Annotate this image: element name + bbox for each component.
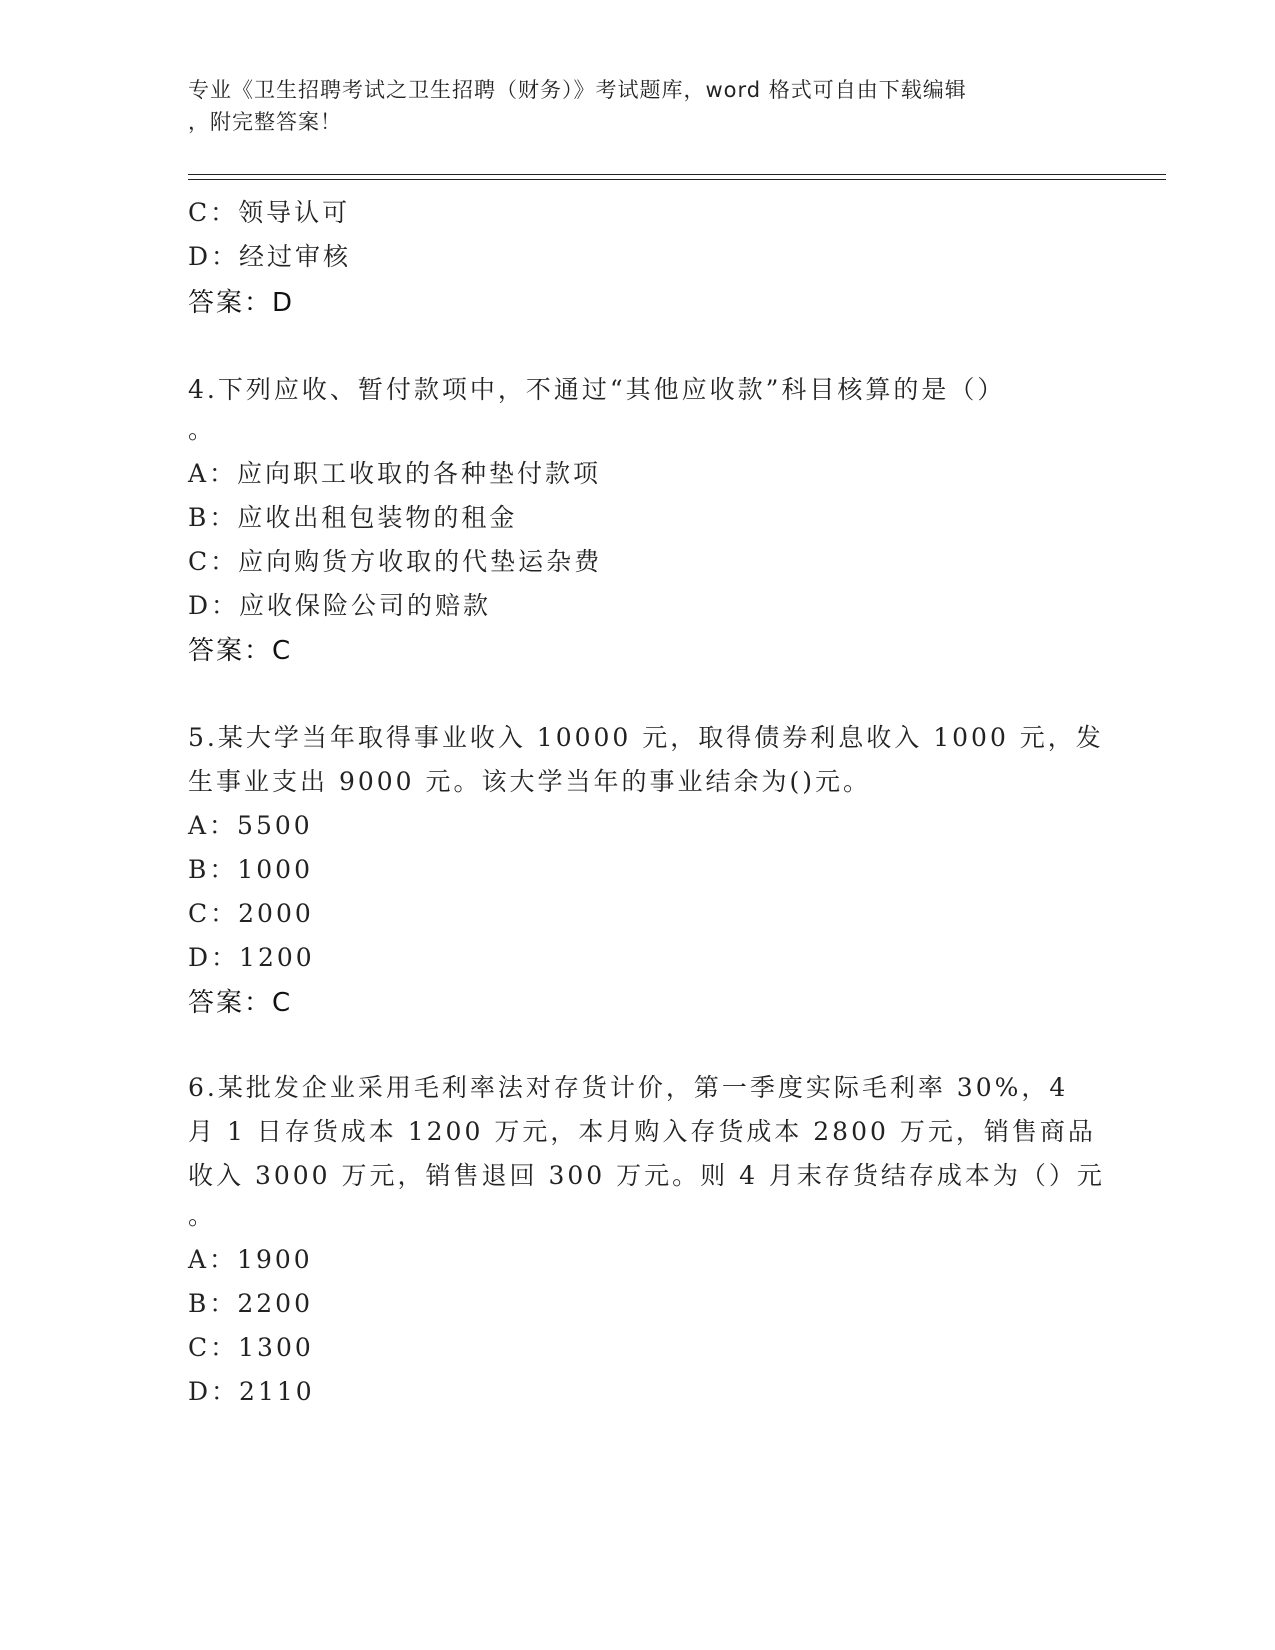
q5-answer: 答案：C bbox=[188, 988, 293, 1018]
header-rule-top bbox=[188, 174, 1166, 175]
q6-option-c: C：1300 bbox=[188, 1333, 314, 1362]
q6-stem-line-2: 月 1 日存货成本 1200 万元，本月购入存货成本 2800 万元，销售商品 bbox=[188, 1117, 1096, 1146]
q3-option-d: D：经过审核 bbox=[188, 242, 352, 271]
q6-stem-line-4: 。 bbox=[188, 1201, 217, 1230]
q4-stem-line-2: 。 bbox=[188, 415, 217, 444]
document-header bbox=[188, 74, 1068, 138]
q5-stem-line-2: 生事业支出 9000 元。该大学当年的事业结余为()元。 bbox=[188, 767, 872, 796]
q3-option-c: C：领导认可 bbox=[188, 198, 351, 227]
q4-stem-line-1: 4.下列应收、暂付款项中，不通过“其他应收款”科目核算的是（） bbox=[188, 375, 1006, 404]
q5-option-a: A：5500 bbox=[188, 811, 313, 840]
q6-option-a: A：1900 bbox=[188, 1245, 313, 1274]
q5-option-b: B：1000 bbox=[188, 855, 313, 884]
header-line-1: 专业《卫生招聘考试之卫生招聘（财务）》考试题库，word 格式可自由下载编辑 bbox=[188, 78, 967, 102]
header-line-2: ，附完整答案！ bbox=[188, 110, 342, 134]
header-rule-bottom bbox=[188, 179, 1166, 180]
q5-option-c: C：2000 bbox=[188, 899, 314, 928]
q4-option-c: C：应向购货方收取的代垫运杂费 bbox=[188, 547, 603, 576]
q6-option-d: D：2110 bbox=[188, 1377, 315, 1406]
q6-stem-line-1: 6.某批发企业采用毛利率法对存货计价，第一季度实际毛利率 30%，4 bbox=[188, 1073, 1069, 1102]
q6-option-b: B：2200 bbox=[188, 1289, 313, 1318]
q4-answer: 答案：C bbox=[188, 636, 293, 666]
q5-option-d: D：1200 bbox=[188, 943, 315, 972]
q5-stem-line-1: 5.某大学当年取得事业收入 10000 元，取得债券利息收入 1000 元，发 bbox=[188, 723, 1104, 752]
q3-answer: 答案：D bbox=[188, 288, 295, 318]
q4-option-d: D：应收保险公司的赔款 bbox=[188, 591, 492, 620]
q4-option-a: A：应向职工收取的各种垫付款项 bbox=[188, 459, 602, 488]
q4-option-b: B：应收出租包装物的租金 bbox=[188, 503, 518, 532]
q6-stem-line-3: 收入 3000 万元，销售退回 300 万元。则 4 月末存货结存成本为（）元 bbox=[188, 1161, 1105, 1190]
